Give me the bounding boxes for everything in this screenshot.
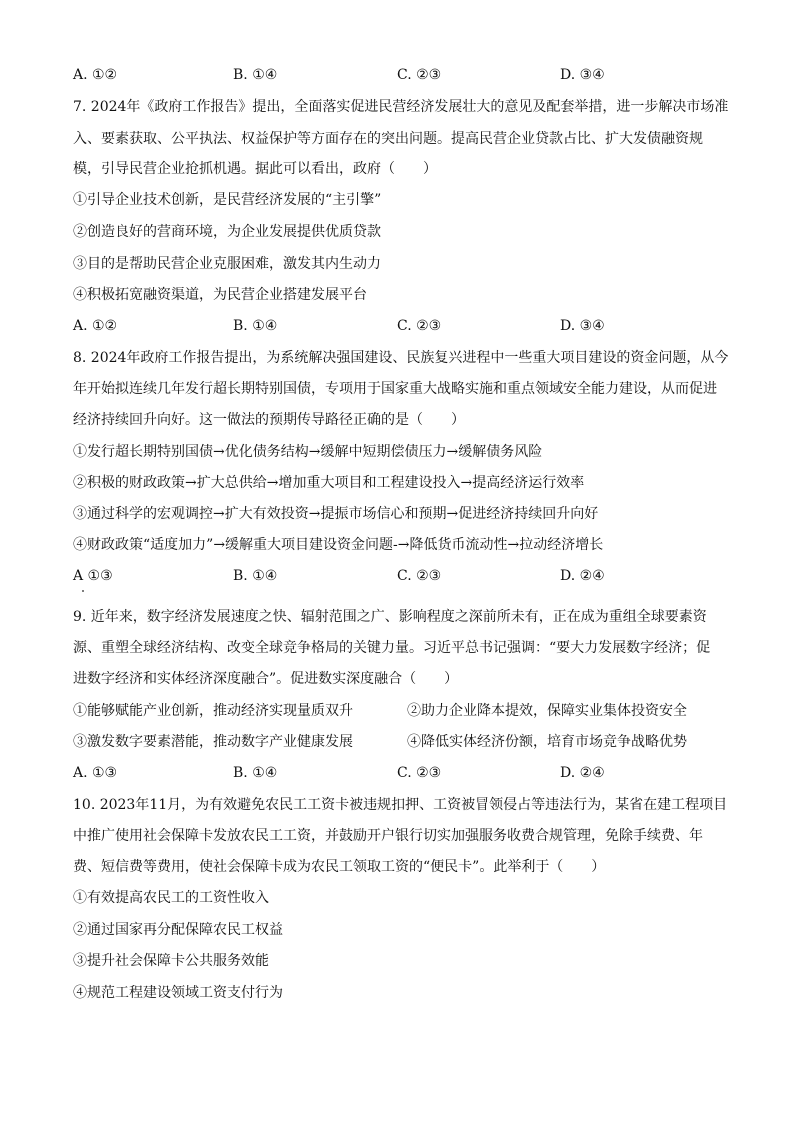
option-c[interactable]: C. ②③	[397, 67, 442, 83]
q8-option-b[interactable]: B. ①④	[233, 568, 278, 584]
q10-item-2: ②通过国家再分配保障农民工权益	[73, 922, 283, 938]
q9-item-row-2	[73, 732, 723, 752]
q10-stem-line-3: 费、短信费等费用，使社会保障卡成为农民工领取工资的“便民卡”。此举利于（ ）	[73, 859, 606, 875]
q10-stem-line-1: 10. 2023年11月，为有效避免农民工工资卡被违规扣押、工资被冒领侵占等违法行为，某省在建工程项目	[73, 797, 728, 813]
stray-mark	[82, 590, 84, 592]
q10-item-3: ③提升社会保障卡公共服务效能	[73, 953, 269, 969]
q8-stem-line-3: 经济持续回升向好。这一做法的预期传导路径正确的是（ ）	[73, 412, 465, 428]
q8-option-d[interactable]: D. ②④	[560, 568, 605, 584]
q9-item-3: ③激发数字要素潜能，推动数字产业健康发展	[73, 734, 353, 750]
q9-item-2: ②助力企业降本提效，保障实业集体投资安全	[407, 703, 687, 719]
q7-item-2: ②创造良好的营商环境，为企业发展提供优质贷款	[73, 224, 381, 240]
q8-stem-line-2: 年开始拟连续几年发行超长期特别国债，专项用于国家重大战略实施和重点领域安全能力建设，从而促进	[73, 381, 717, 397]
q8-option-c[interactable]: C. ②③	[397, 568, 442, 584]
option-d[interactable]: D. ③④	[560, 67, 605, 83]
q8-item-1: ①发行超长期特别国债→优化债务结构→缓解中短期偿债压力→缓解债务风险	[73, 444, 543, 460]
q8-item-2: ②积极的财政政策→扩大总供给→增加重大项目和工程建设投入→提高经济运行效率	[73, 475, 585, 491]
q10-item-1: ①有效提高农民工的工资性收入	[73, 890, 269, 906]
q7-stem-line-3: 模，引导民营企业抢抓机遇。据此可以看出，政府（ ）	[73, 161, 437, 177]
q8-item-3: ③通过科学的宏观调控→扩大有效投资→提振市场信心和预期→促进经济持续回升向好	[73, 506, 599, 522]
q9-stem-line-2: 源、重塑全球经济结构、改变全球竞争格局的关键力量。习近平总书记强调：“要大力发展数字经济；促	[73, 640, 711, 656]
q9-option-c[interactable]: C. ②③	[397, 765, 442, 781]
q9-option-a[interactable]: A. ①③	[73, 765, 118, 781]
q9-option-d[interactable]: D. ②④	[560, 765, 605, 781]
q7-item-4: ④积极拓宽融资渠道，为民营企业搭建发展平台	[73, 287, 367, 303]
q9-item-1: ①能够赋能产业创新，推动经济实现量质双升	[73, 703, 353, 719]
q8-option-a[interactable]: A ①③	[73, 568, 113, 584]
q9-stem-line-3: 进数字经济和实体经济深度融合”。促进数实深度融合（ ）	[73, 671, 459, 687]
q9-options	[73, 763, 723, 783]
q7-stem-line-2: 入、要素获取、公平执法、权益保护等方面存在的突出问题。提高民营企业贷款占比、扩大发债融资规	[73, 131, 703, 147]
q7-option-a[interactable]: A. ①②	[73, 318, 118, 334]
q9-stem-line-1: 9. 近年来，数字经济发展速度之快、辐射范围之广、影响程度之深前所未有，正在成为重组全球要素资	[73, 609, 707, 625]
q7-options	[73, 316, 723, 336]
q7-stem-line-1: 7. 2024年《政府工作报告》提出，全面落实促进民营经济发展壮大的意见及配套举措，进一步解决市场准	[73, 99, 729, 115]
q10-stem-line-2: 中推广使用社会保障卡发放农民工工资，并鼓励开户银行切实加强服务收费合规管理，免除手续费、年	[73, 828, 703, 844]
q8-stem-line-1: 8. 2024年政府工作报告提出，为系统解决强国建设、民族复兴进程中一些重大项目建设的资金问题，从今	[73, 350, 729, 366]
q8-options	[73, 566, 723, 586]
q9-option-b[interactable]: B. ①④	[233, 765, 278, 781]
option-a[interactable]: A. ①②	[73, 67, 118, 83]
q7-option-d[interactable]: D. ③④	[560, 318, 605, 334]
q7-option-b[interactable]: B. ①④	[233, 318, 278, 334]
q9-item-4: ④降低实体经济份额，培育市场竞争战略优势	[407, 734, 687, 750]
q8-item-4: ④财政政策“适度加力”→缓解重大项目建设资金问题-→降低货币流动性→拉动经济增长	[73, 537, 604, 553]
q7-option-c[interactable]: C. ②③	[397, 318, 442, 334]
q7-item-1: ①引导企业技术创新，是民营经济发展的“主引擎”	[73, 192, 382, 208]
options-row-prev	[73, 65, 723, 85]
q10-item-4: ④规范工程建设领域工资支付行为	[73, 985, 283, 1001]
q9-item-row-1	[73, 701, 723, 721]
option-b[interactable]: B. ①④	[233, 67, 278, 83]
q7-item-3: ③目的是帮助民营企业克服困难，激发其内生动力	[73, 256, 381, 272]
